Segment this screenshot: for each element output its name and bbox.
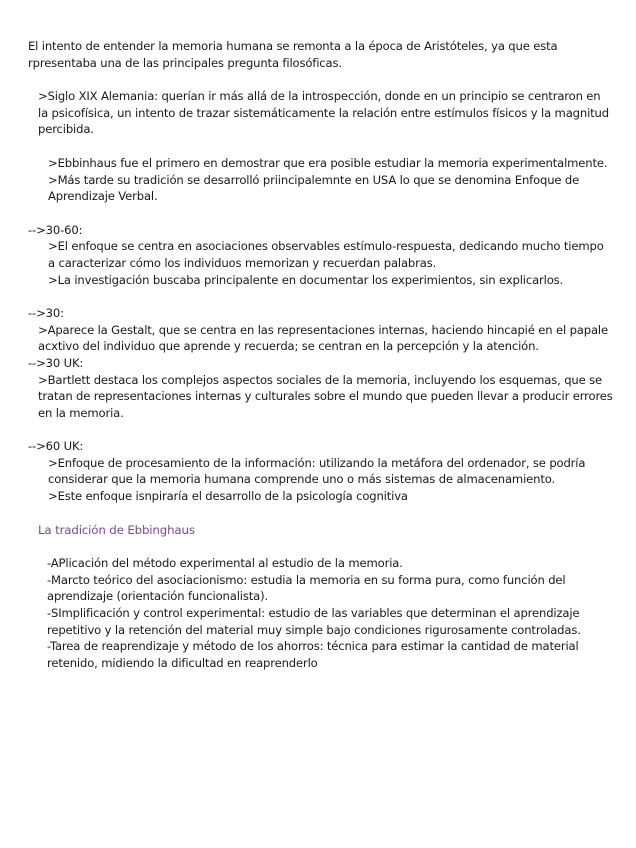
section-heading: La tradición de Ebbinghaus (38, 522, 195, 537)
usa-paragraph: >Más tarde su tradición se desarrolló priincipalemnte en USA lo que se denomina Enfoque de Aprendizaje Verbal. (48, 172, 580, 204)
period-30-label: -->30: (28, 306, 64, 321)
period-60-uk-item: >Este enfoque isnpiraría el desarrollo de la psicología cognitiva (48, 489, 408, 504)
period-60-uk-item: >Enfoque de procesamiento de la información: utilizando la metáfora del ordenador, se podría considerar que la memoria humana comprende uno o más sistemas de almacenamiento. (48, 455, 586, 487)
list-item: -APlicación del método experimental al estudio de la memoria. (47, 556, 403, 571)
intro-paragraph: El intento de entender la memoria humana se remonta a la época de Aristóteles, ya que esta rpresentaba una de las principales pregunta filosóficas. (28, 39, 558, 70)
ebbinghaus-list (28, 555, 613, 671)
period-30-60-item: >La investigación buscaba principalente en documentar los experimientos, sin explicarlos. (48, 272, 564, 287)
period-30-60-item: >El enfoque se centra en asociaciones observables estímulo-respuesta, dedicando mucho tiempo a caracterizar cómo los individuos memorizan y recuerdan palabras. (48, 239, 604, 270)
period-60-uk-label: -->60 UK: (28, 439, 84, 454)
list-item: -Tarea de reaprendizaje y método de los ahorros: técnica para estimar la cantidad de material retenido, midiendo la dificultad en reaprenderlo (47, 639, 579, 670)
period-30-uk-label: -->30 UK: (28, 355, 84, 370)
siglo-xix-paragraph: >Siglo XIX Alemania: querían ir más allá de la introspección, donde en un principio se centraron en la psicofísica, un intento de trazar sistemáticamente la relación entre estímulos físicos y la magnitud percibida. (38, 89, 609, 137)
period-30-item: >Aparece la Gestalt, que se centra en las representaciones internas, haciendo hincapié en el papale acxtivo del individuo que aprende y recuerda; se centran en la percepción y la atención. (38, 322, 608, 354)
list-item: -Marcto teórico del asociacionismo: estudia la memoria en su forma pura, como función del aprendizaje (orientación funcionalista). (47, 572, 566, 604)
list-item: -SImplificación y control experimental: estudio de las variables que determinan el aprendizaje repetitivo y la retención del material muy simple bajo condiciones rigurosamente controladas. (47, 606, 581, 637)
period-30-60-label: -->30-60: (28, 222, 83, 237)
period-30-uk-item: >Bartlett destaca los complejos aspectos sociales de la memoria, incluyendo los esquemas, que se tratan de representaciones internas y culturales sobre el mundo que pueden llevar a producir errores en la memoria. (38, 372, 613, 420)
ebbinhaus-paragraph: >Ebbinhaus fue el primero en demostrar que era posible estudiar la memoria experimentalmente. (48, 155, 608, 170)
notes-page (28, 38, 613, 671)
